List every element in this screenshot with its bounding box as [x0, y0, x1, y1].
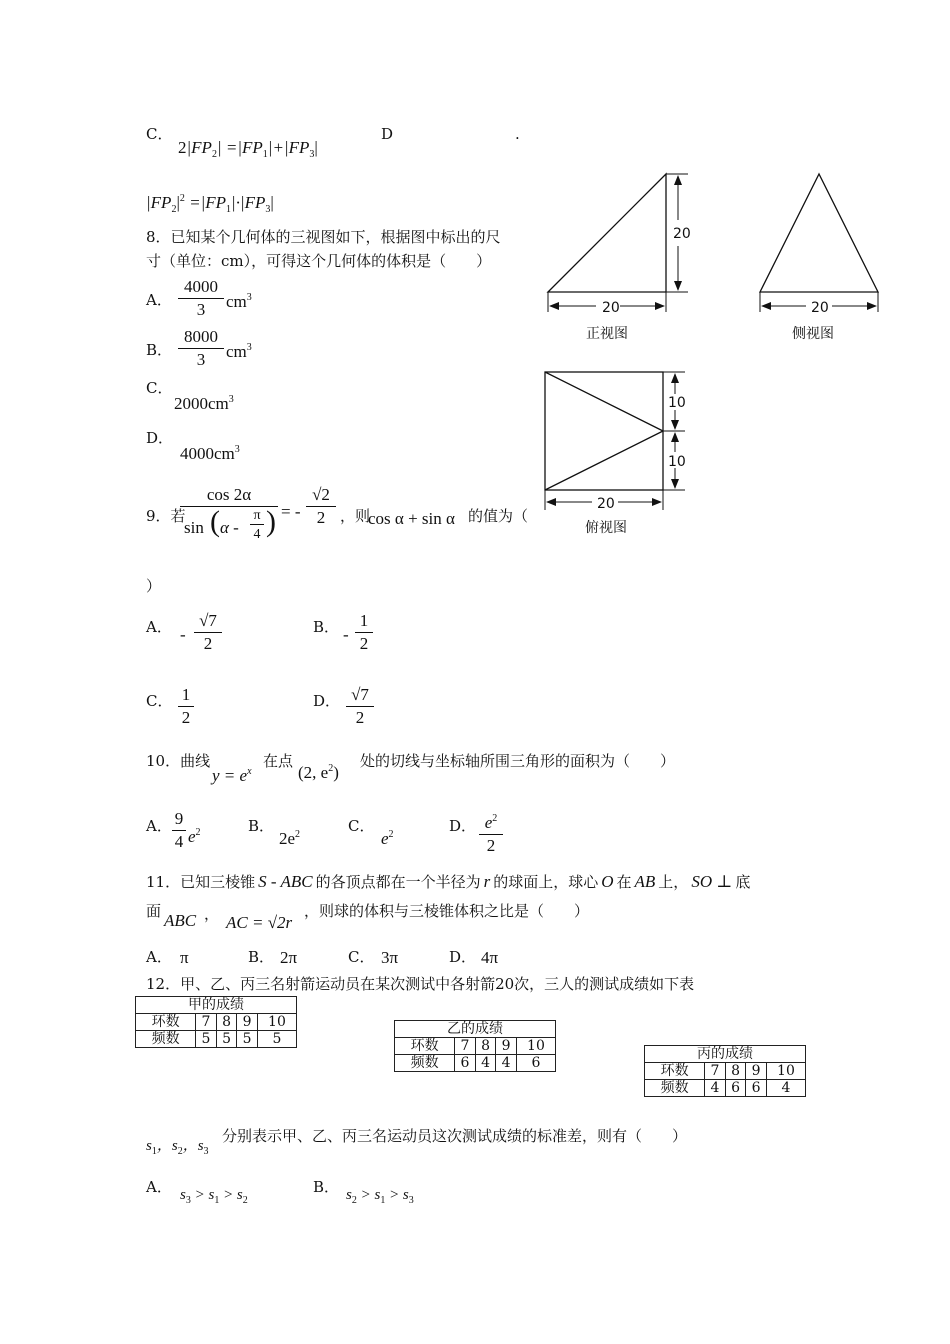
q7-option-c-expr: $2|FP_2| =|FP_1|+|FP_3|$	[178, 138, 318, 160]
q12-option-a-expr: $s_3 > s_1 > s_2$	[180, 1187, 248, 1206]
table-row: 频数 5 5 5 5	[136, 1031, 297, 1048]
q8-option-b-fraction: $\frac{8000}{3}$	[178, 327, 224, 371]
q12-s-vars: $s_1$，$s_2$，$s_3$	[146, 1138, 209, 1157]
front-view-label: 正视图	[586, 326, 628, 342]
q9-denominator: sin ( α - π 4 )	[184, 505, 276, 542]
q9-then: ，则	[340, 507, 371, 525]
side-view	[760, 174, 878, 312]
q9-equals: = -	[281, 502, 301, 521]
q12-option-b-expr: $s_2 > s_1 > s_3$	[346, 1187, 414, 1206]
q9-close: ）	[146, 577, 162, 595]
q11-option-c-label: C．	[348, 948, 375, 966]
q8-option-a-fraction: $\frac{4000}{3}$	[178, 277, 224, 321]
q10-option-a-label: A．	[146, 817, 172, 835]
q9-option-a-sign: -	[180, 625, 186, 644]
q11-option-d-value: 4π	[481, 948, 499, 967]
q9-prefix: 9．若	[146, 507, 186, 525]
q9-option-b-label: B．	[313, 618, 340, 636]
q11-line2-tail: ，则球的体积与三棱锥体积之比是（ ）	[304, 902, 590, 920]
q9-option-c-label: C．	[146, 692, 173, 710]
q9-expr: cos α + sin α	[368, 509, 455, 528]
table-row: 环数 7 8 9 10	[136, 1014, 297, 1031]
q11-option-c-value: 3π	[381, 948, 399, 967]
q9-option-d-label: D．	[313, 692, 341, 710]
q9-suffix: 的值为（	[468, 507, 529, 525]
side-view-label: 侧视图	[792, 326, 834, 342]
q8-option-d-value: $4000cm^3$	[180, 444, 240, 463]
q11-comma: ，	[204, 905, 220, 923]
q11-line2: 面	[146, 902, 162, 920]
q8-stem-line1: 8．已知某个几何体的三视图如下，根据图中标出的尺	[146, 228, 501, 246]
q7-option-d-expr: $|FP_2|^2 =|FP_1|\cdot|FP_3|$	[146, 193, 274, 215]
q8-stem-line2: 寸（单位：cm），可得这个几何体的体积是（ ）	[146, 252, 492, 270]
q9-option-d-fraction: $\frac{√7}{2}$	[346, 685, 374, 729]
q11-ac: AC = √2r	[226, 913, 293, 932]
score-table-yi	[394, 1020, 556, 1072]
q8-option-a-label: A．	[146, 291, 172, 309]
q9-option-c-fraction: $\frac{1}{2}$	[178, 685, 194, 729]
q11-option-a-value: π	[180, 948, 189, 967]
top-width-dim: 20	[597, 496, 615, 512]
q12-option-b-label: B．	[313, 1178, 340, 1196]
q9-option-b-sign: -	[343, 625, 349, 644]
q7-option-d-dot: .	[515, 125, 520, 143]
q7-option-d-label: D	[381, 125, 394, 143]
q9-option-b-fraction: $\frac{1}{2}$	[355, 611, 373, 655]
q10-option-d-fraction: $\frac{e^2}{2}$	[479, 809, 503, 857]
front-height-dim: 20	[673, 226, 691, 242]
q10-option-a-fraction: $\frac{9}{4}$	[172, 809, 186, 853]
top-dim-lower: 10	[668, 454, 686, 470]
q10-point: (2, $e^2$)	[298, 763, 339, 782]
q10-suffix: 处的切线与坐标轴所围三角形的面积为（ ）	[360, 752, 676, 770]
front-width-dim: 20	[602, 300, 620, 316]
q8-option-d-label: D．	[146, 429, 174, 447]
q8-option-c-label: C．	[146, 379, 173, 397]
q12-option-a-label: A．	[146, 1178, 172, 1196]
q7-option-c-label: C．	[146, 125, 173, 143]
table-row: 频数 4 6 6 4	[645, 1080, 806, 1097]
q9-main-fraction	[180, 485, 278, 551]
q10-option-b-label: B．	[248, 817, 275, 835]
front-view	[548, 174, 688, 312]
q11-option-a-label: A．	[146, 948, 172, 966]
q8-option-c-value: $2000cm^3$	[174, 394, 234, 413]
q11-option-b-label: B．	[248, 948, 275, 966]
q10-option-a-tail: $e^2$	[188, 827, 201, 846]
table-title: 甲的成绩	[136, 997, 297, 1014]
q12-s-text: 分别表示甲、乙、丙三名运动员这次测试成绩的标准差，则有（ ）	[222, 1127, 688, 1145]
q8-option-a-unit: $cm^3$	[226, 292, 252, 311]
table-row: 环数 7 8 9 10	[395, 1038, 556, 1055]
side-width-dim: 20	[811, 300, 829, 316]
q9-option-a-label: A．	[146, 618, 172, 636]
q11-abc: ABC	[164, 911, 197, 930]
q10-mid: 在点	[263, 752, 294, 770]
table-title: 乙的成绩	[395, 1021, 556, 1038]
q10-option-c-value: $e^2$	[381, 829, 394, 848]
q10-curve: $y = e^x$	[212, 766, 252, 785]
score-table-bing	[644, 1045, 806, 1097]
q12-stem: 12．甲、乙、丙三名射箭运动员在某次测试中各射箭20次，三人的测试成绩如下表	[146, 975, 695, 993]
q10-option-c-label: C．	[348, 817, 375, 835]
q9-numerator: cos 2α	[180, 485, 278, 507]
score-table-jia	[135, 996, 297, 1048]
table-row: 环数 7 8 9 10	[645, 1063, 806, 1080]
top-dim-upper: 10	[668, 395, 686, 411]
table-title: 丙的成绩	[645, 1046, 806, 1063]
q8-option-b-label: B．	[146, 341, 173, 359]
top-view	[545, 372, 685, 510]
three-view-figure	[530, 160, 900, 550]
table-row: 频数 6 4 4 6	[395, 1055, 556, 1072]
q11-option-b-value: 2π	[280, 948, 298, 967]
q9-option-a-fraction: $\frac{√7}{2}$	[194, 611, 222, 655]
q10-option-b-value: $2e^2$	[279, 829, 301, 848]
top-view-label: 俯视图	[585, 520, 627, 536]
q11-option-d-label: D．	[449, 948, 477, 966]
q9-rhs-fraction: $\frac{√2}{2}$	[306, 485, 336, 529]
q11-line1: 11．已知三棱锥 S - ABC 的各顶点都在一个半径为 r 的球面上，球心 O 在 AB 上， SO ⊥ 底	[146, 872, 751, 891]
q10-prefix: 10．曲线	[146, 752, 211, 770]
q8-option-b-unit: $cm^3$	[226, 342, 252, 361]
q10-option-d-label: D．	[449, 817, 477, 835]
